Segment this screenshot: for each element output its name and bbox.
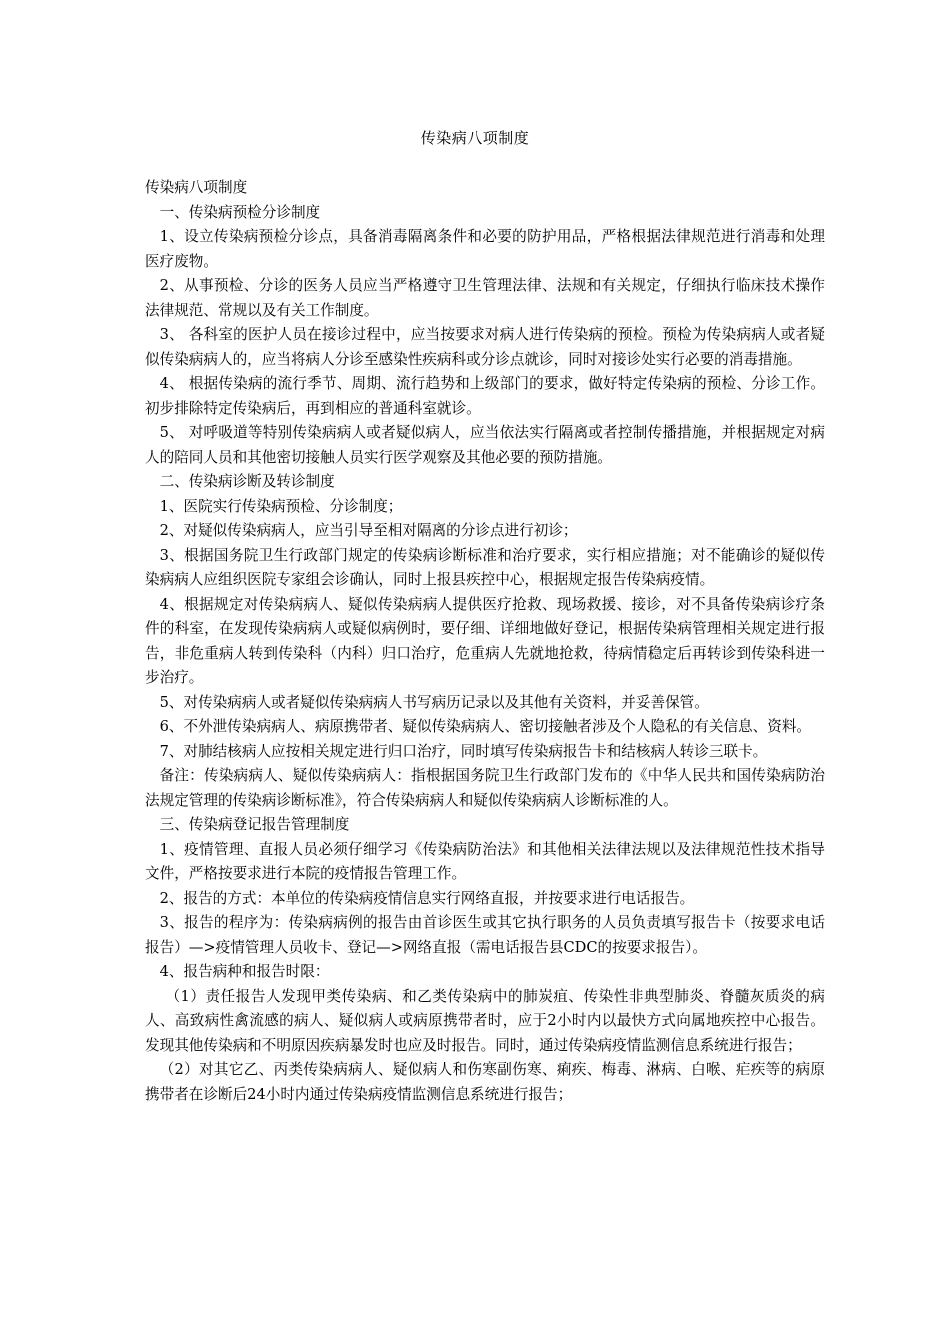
document-paragraph: （1）责任报告人发现甲类传染病、和乙类传染病中的肺炭疽、传染性非典型肺炎、脊髓灰质炎的病人、高致病性禽流感的病人、疑似病人或病原携带者时，应于2小时内以最快方式向属地疾控中心报告。发现其他传染病和不明原因疾病暴发时也应及时报告。同时，通过传染病疫情监测信息系统进行报告； bbox=[145, 987, 825, 1054]
document-paragraph: 3、 各科室的医护人员在接诊过程中，应当按要求对病人进行传染病的预检。预检为传染病病人或者疑似传染病病人的，应当将病人分诊至感染性疾病科或分诊点就诊，同时对接诊处实行必要的消毒措施。 bbox=[145, 326, 825, 368]
document-paragraph: 4、报告病种和报告时限： bbox=[159, 963, 330, 980]
document-paragraph: 4、 根据传染病的流行季节、周期、流行趋势和上级部门的要求，做好特定传染病的预检、分诊工作。初步排除特定传染病后，再到相应的普通科室就诊。 bbox=[145, 375, 825, 417]
document-body bbox=[145, 176, 825, 1107]
document-paragraph: 3、报告的程序为：传染病病例的报告由首诊医生或其它执行职务的人员负责填写报告卡（按要求电话报告）—>疫情管理人员收卡、登记—>网络直报（需电话报告县CDC的按要求报告）。 bbox=[145, 914, 825, 956]
document-title: 传染病八项制度 bbox=[420, 129, 530, 147]
document-paragraph: 1、疫情管理、直报人员必须仔细学习《传染病防治法》和其他相关法律法规以及法律规范性技术指导文件，严格按要求进行本院的疫情报告管理工作。 bbox=[145, 840, 825, 882]
document-paragraph: 二、传染病诊断及转诊制度 bbox=[159, 473, 335, 490]
document-paragraph: 4、根据规定对传染病病人、疑似传染病病人提供医疗抢救、现场救援、接诊，对不具备传染病诊疗条件的科室，在发现传染病病人或疑似病例时，要仔细、详细地做好登记，根据传染病管理相关规定进行报告，非危重病人转到传染科（内科）归口治疗，危重病人先就地抢救，待病情稳定后再转诊到传染科进一步治疗。 bbox=[145, 595, 825, 686]
document-paragraph: 三、传染病登记报告管理制度 bbox=[159, 816, 350, 833]
document-paragraph: 7、对肺结核病人应按相关规定进行归口治疗，同时填写传染病报告卡和结核病人转诊三联卡。 bbox=[159, 742, 768, 760]
document-paragraph: 1、医院实行传染病预检、分诊制度； bbox=[159, 497, 403, 515]
document-paragraph: 2、对疑似传染病病人，应当引导至相对隔离的分诊点进行初诊； bbox=[159, 522, 578, 539]
document-paragraph: 5、 对呼吸道等特别传染病病人或者疑似病人，应当依法实行隔离或者控制传播措施，并根据规定对病人的陪同人员和其他密切接触人员实行医学观察及其他必要的预防措施。 bbox=[145, 424, 825, 466]
document-paragraph: 1、设立传染病预检分诊点，具备消毒隔离条件和必要的防护用品，严格根据法律规范进行消毒和处理医疗废物。 bbox=[145, 228, 825, 270]
document-paragraph: 6、不外泄传染病病人、病原携带者、疑似传染病病人、密切接触者涉及个人隐私的有关信息、资料。 bbox=[159, 718, 812, 735]
document-paragraph: 一、传染病预检分诊制度 bbox=[159, 203, 321, 221]
document-paragraph: 备注：传染病病人、疑似传染病病人：指根据国务院卫生行政部门发布的《中华人民共和国传染病防治法规定管理的传染病诊断标准》，符合传染病病人和疑似传染病病人诊断标准的人。 bbox=[145, 767, 825, 809]
document-paragraph: 5、对传染病病人或者疑似传染病病人书写病历记录以及其他有关资料，并妥善保管。 bbox=[159, 693, 709, 711]
document-paragraph: 2、报告的方式：本单位的传染病疫情信息实行网络直报，并按要求进行电话报告。 bbox=[159, 889, 695, 907]
document-paragraph: （2）对其它乙、丙类传染病病人、疑似病人和伤寒副伤寒、痢疾、梅毒、淋病、白喉、疟疾等的病原携带者在诊断后24小时内通过传染病疫情监测信息系统进行报告； bbox=[145, 1061, 825, 1103]
document-paragraph: 3、根据国务院卫生行政部门规定的传染病诊断标准和治疗要求，实行相应措施；对不能确诊的疑似传染病病人应组织医院专家组会诊确认，同时上报县疾控中心，根据规定报告传染病疫情。 bbox=[145, 546, 825, 588]
document-paragraph: 传染病八项制度 bbox=[145, 179, 248, 196]
document-paragraph: 2、从事预检、分诊的医务人员应当严格遵守卫生管理法律、法规和有关规定，仔细执行临床技术操作法律规范、常规以及有关工作制度。 bbox=[145, 277, 825, 319]
